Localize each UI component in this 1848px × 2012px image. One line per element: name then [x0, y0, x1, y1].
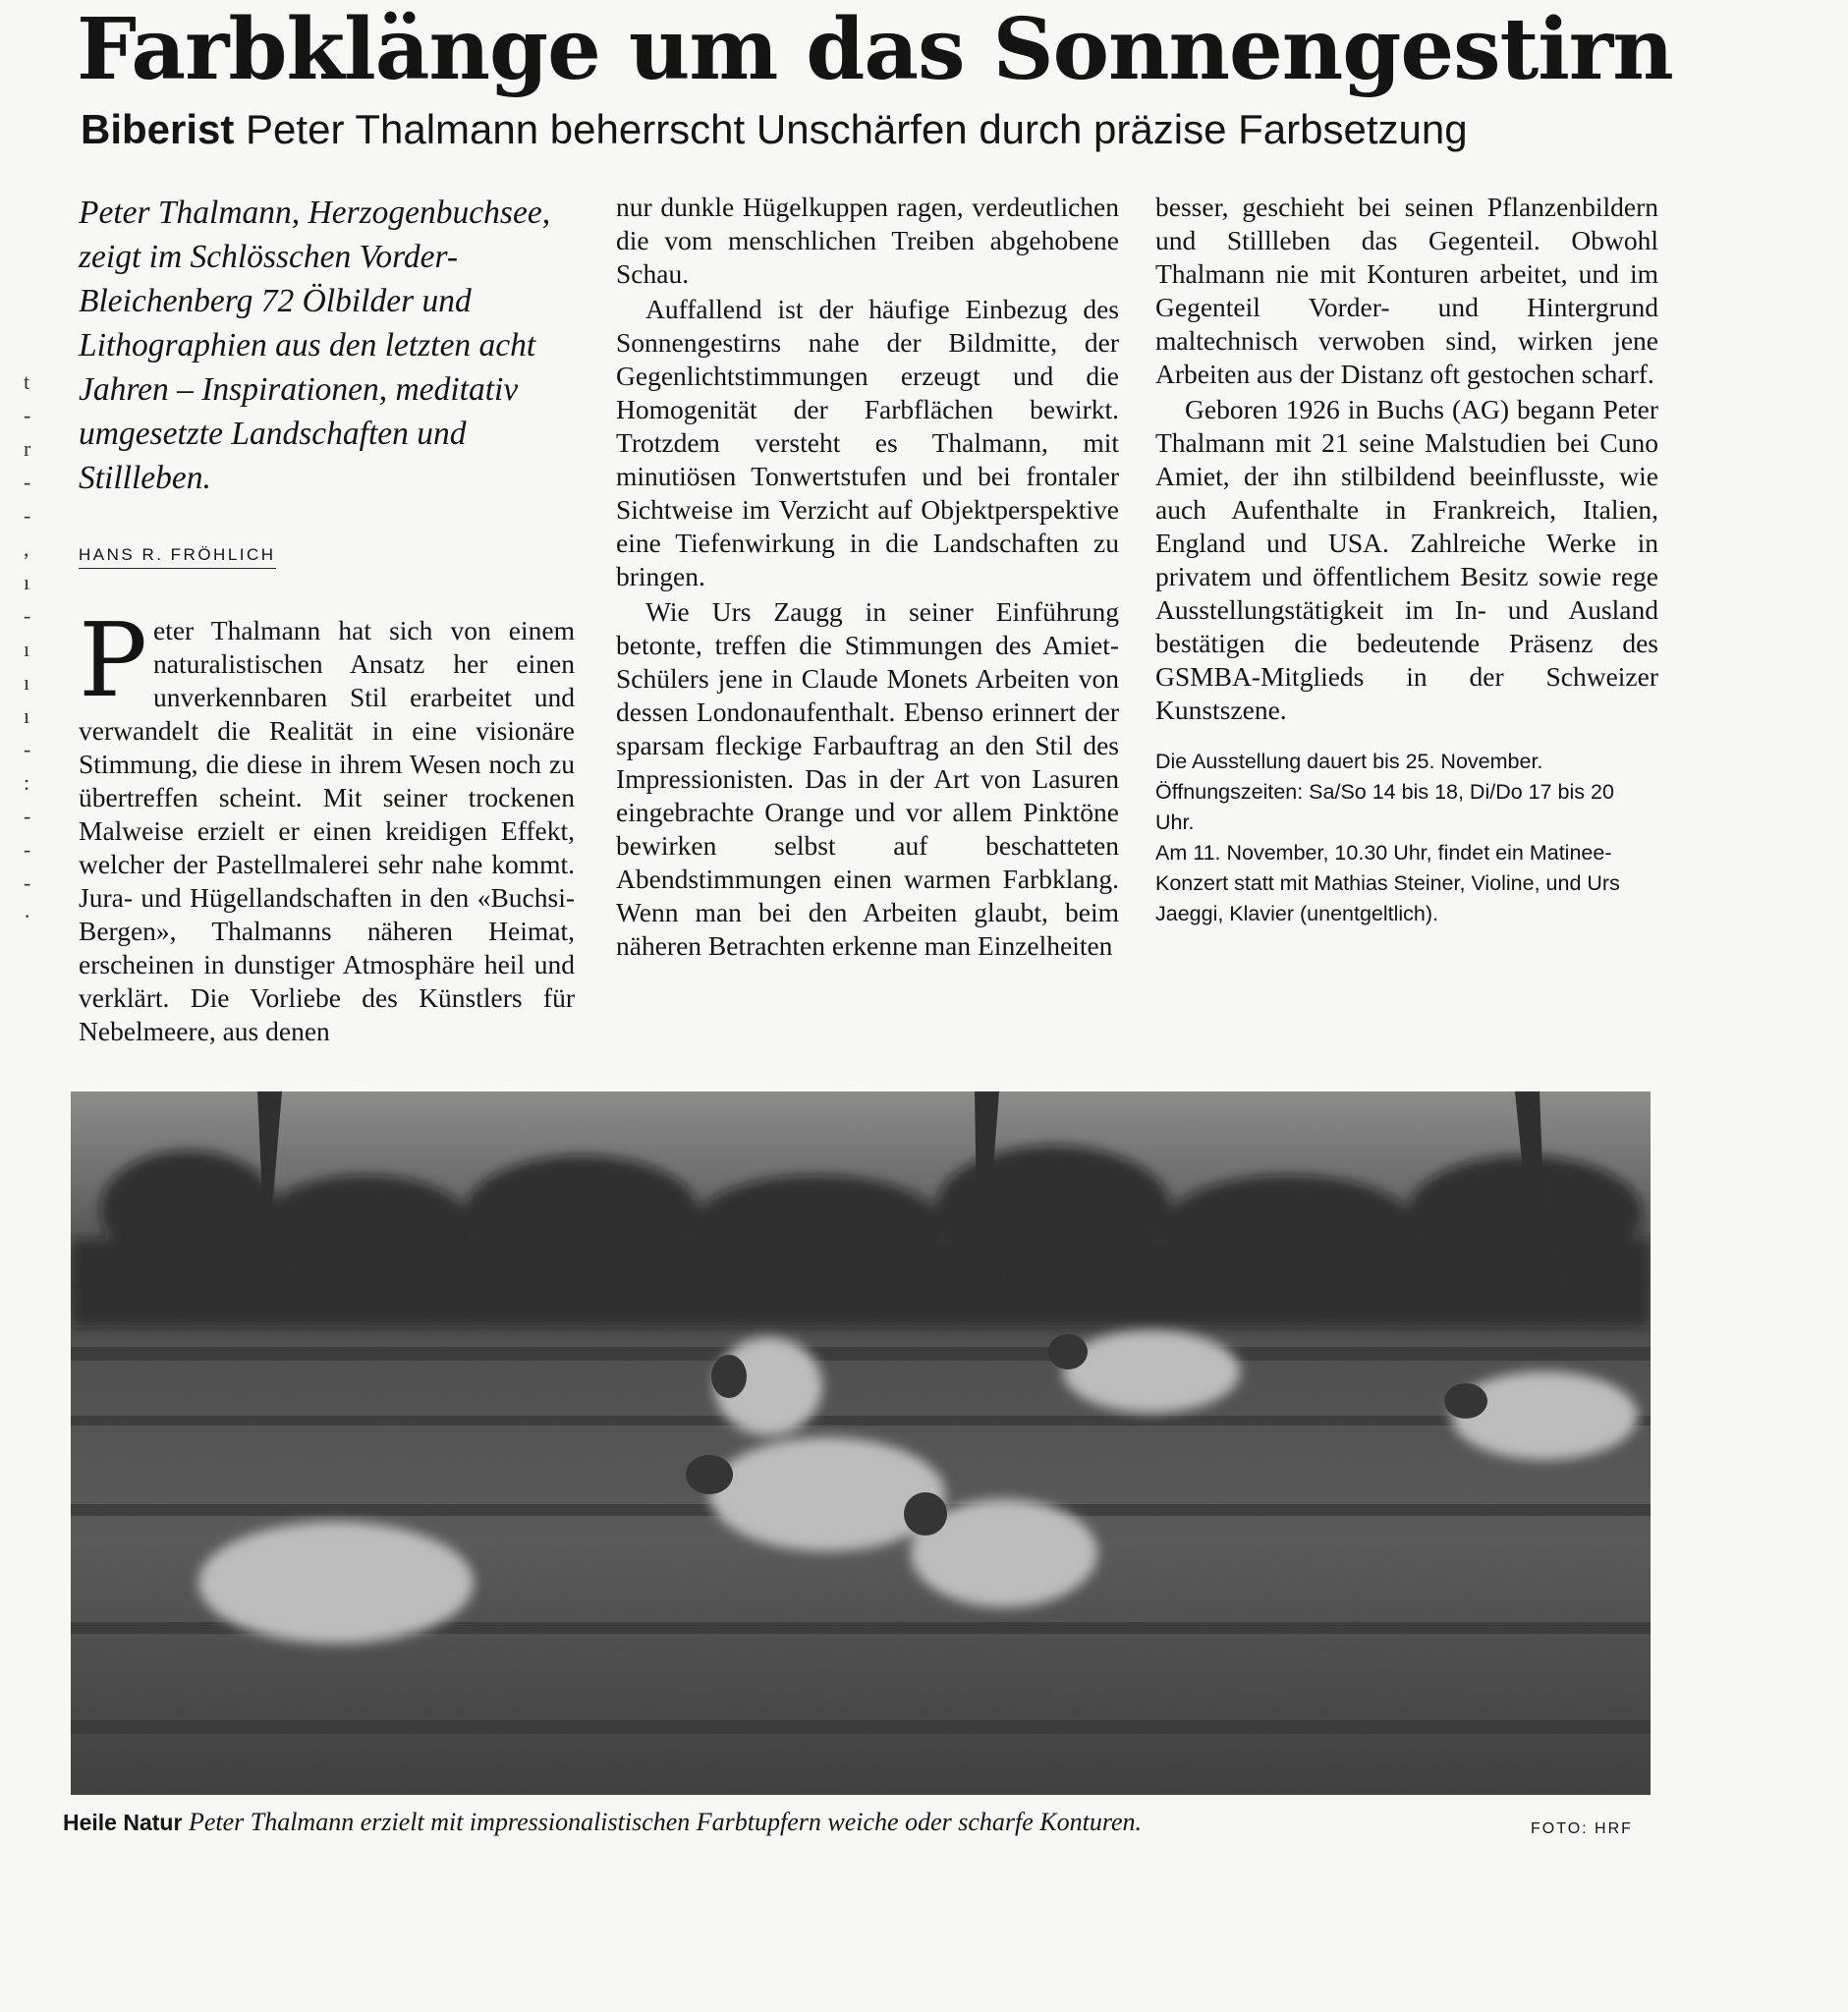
margin-mark: -: [24, 837, 31, 862]
body-paragraph: nur dunkle Hügelkuppen ragen, verdeutlichen die vom menschlichen Treiben abgehobene Schau.: [616, 192, 1119, 289]
margin-mark: -: [24, 503, 31, 528]
photo-credit: FOTO: HRF: [1531, 1820, 1633, 1837]
exhibition-info: [1155, 747, 1658, 929]
info-paragraph: Die Ausstellung dauert bis 25. November. Öffnungszeiten: Sa/So 14 bis 18, Di/Do 17 bis 20 Uhr.: [1155, 750, 1614, 834]
drop-cap: P: [79, 600, 147, 720]
body-paragraph: Wie Urs Zaugg in seiner Einführung betonte, treffen die Stimmungen des Amiet-Schülers jene in Claude Monets Arbeiten von dessen Londonaufenthalt. Ebenso erinnert der sparsam fleckige Farbauftrag an den Stil des Impressionisten. Das in der Art von Lasuren eingebrachte Orange und vor allem Pinktöne bewirken selbst auf beschatteten Abendstimmungen einen warmen Farbklang. Wenn man bei den Arbeiten glaubt, beim näheren Betrachten erkenne man Einzelheiten: [616, 596, 1119, 961]
column-1: [79, 191, 575, 1048]
margin-mark: ı: [24, 703, 30, 728]
body-paragraph: [79, 600, 575, 1048]
photo-caption: [63, 1806, 1645, 1839]
column-3: [1155, 191, 1658, 929]
body-text-1: [79, 600, 575, 1048]
margin-mark: -: [24, 470, 31, 494]
margin-mark: r: [24, 436, 31, 461]
margin-mark: -: [24, 603, 31, 628]
margin-mark: t: [24, 369, 30, 394]
caption-kicker: Heile Natur: [63, 1810, 183, 1835]
body-paragraph-text: eter Thalmann hat sich von einem naturalistischen Ansatz her einen unverkennbaren Stil erarbeitet und verwandelt die Realität in eine visionäre Stimmung, die diese in ihrem Wesen noch zu übertreffen scheint. Mit seiner trockenen Malweise erzielt er einen kreidigen Effekt, welcher der Pastellmalerei sehr nahe kommt. Jura- und Hügellandschaften in den «Buchsi-Bergen», Thalmanns näheren Heimat, erscheinen in dunstiger Atmosphäre heil und verklärt. Die Vorliebe des Künstlers für Nebelmeere, aus denen: [79, 615, 575, 1046]
margin-mark: ,: [24, 536, 29, 561]
margin-marks: [24, 365, 53, 933]
margin-mark: -: [24, 870, 31, 895]
margin-mark: -: [24, 804, 31, 828]
lead-paragraph: Peter Thalmann, Herzogenbuchsee, zeigt im Schlösschen Vorder-Bleichenberg 72 Ölbilder und Lithographien aus den letzten acht Jahren – Inspirationen, meditativ umgesetzte Landschaften und Stillleben.: [79, 195, 551, 496]
info-paragraph: Am 11. November, 10.30 Uhr, findet ein Matinee-Konzert statt mit Mathias Steiner, Violine, und Urs Jaeggi, Klavier (unentgeltlich).: [1155, 841, 1620, 925]
subheadline-text: Peter Thalmann beherrscht Unschärfen durch präzise Farbsetzung: [246, 106, 1468, 152]
byline: HANS R. FRÖHLICH: [79, 545, 276, 569]
body-text-3: [1155, 191, 1658, 727]
headline: Farbklänge um das Sonnengestirn: [77, 0, 1673, 99]
body-text-2: [616, 191, 1119, 963]
sheep-painting-image: [71, 1091, 1651, 1795]
painting-photo: [71, 1091, 1651, 1795]
caption-text: Peter Thalmann erzielt mit impressionalistischen Farbtupfern weiche oder scharfe Konturen.: [188, 1808, 1143, 1836]
body-paragraph: besser, geschieht bei seinen Pflanzenbildern und Stillleben das Gegenteil. Obwohl Thalmann nie mit Konturen arbeitet, und im Gegenteil Vorder- und Hintergrund maltechnisch verwoben sind, wirken jene Arbeiten aus der Distanz oft gestochen scharf.: [1155, 192, 1658, 389]
column-2: [616, 191, 1119, 963]
body-paragraph: Geboren 1926 in Buchs (AG) begann Peter Thalmann mit 21 seine Malstudien bei Cuno Amiet, der ihn stilbildend beeinflusste, wie auch Aufenthalte in Frankreich, Italien, England und USA. Zahlreiche Werke in privatem und öffentlichem Besitz sowie rege Ausstellungstätigkeit im In- und Ausland bestätigen die bedeutende Präsenz des GSMBA-Mitglieds in der Schweizer Kunstszene.: [1155, 394, 1658, 725]
margin-mark: -: [24, 737, 31, 761]
margin-mark: ı: [24, 570, 30, 594]
margin-mark: ı: [24, 637, 30, 661]
subheadline-kicker: Biberist: [81, 106, 235, 152]
subheadline: [81, 102, 1652, 157]
margin-mark: -: [24, 403, 31, 427]
margin-mark: ı: [24, 670, 30, 695]
margin-mark: :: [24, 770, 30, 795]
margin-mark: ·: [24, 904, 31, 928]
body-paragraph: Auffallend ist der häufige Einbezug des Sonnengestirns nahe der Bildmitte, der Gegenlichtstimmungen erzeugt und die Homogenität der Farbflächen bewirkt. Trotzdem versteht es Thalmann, mit minutiösen Tonwertstufen und bei frontaler Sichtweise im Verzicht auf Objektperspektive eine Tiefenwirkung in die Landschaften zu bringen.: [616, 294, 1119, 591]
